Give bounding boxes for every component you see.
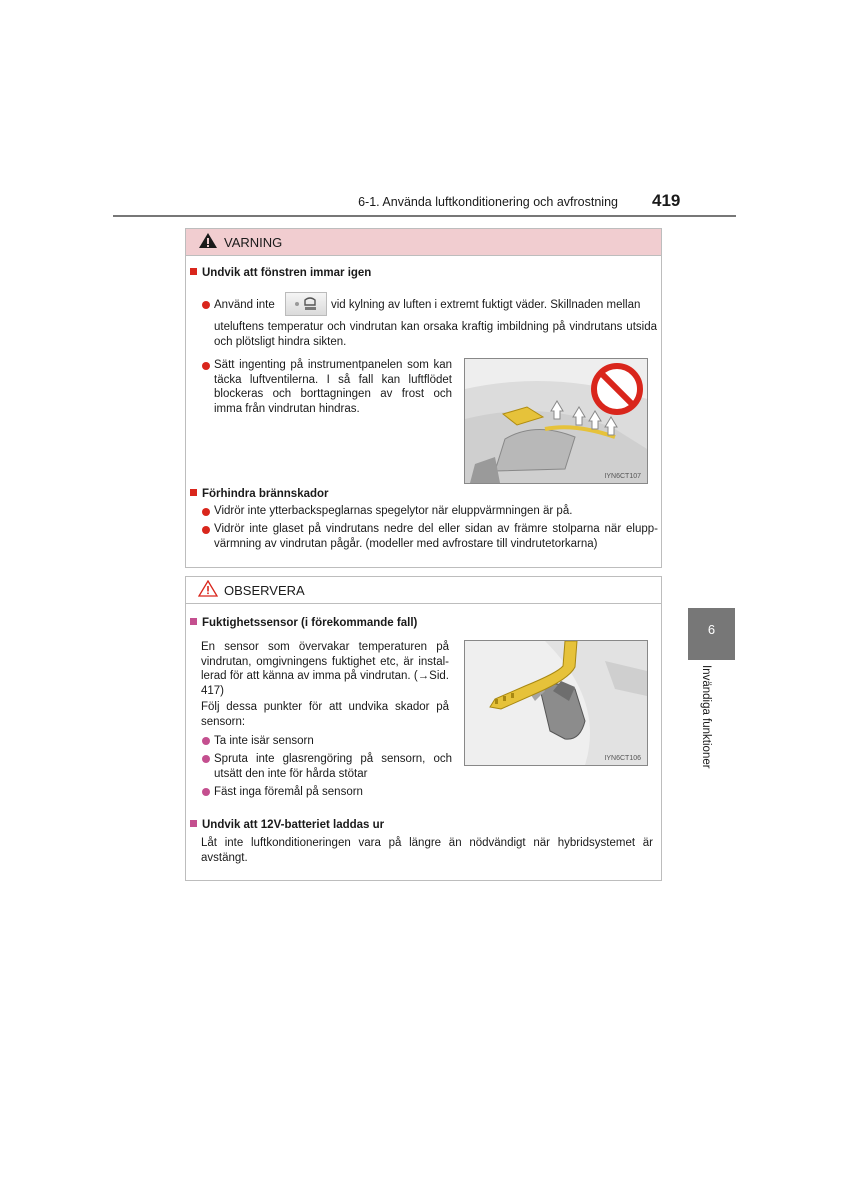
illustration-code: IYN6CT106 <box>604 755 641 762</box>
warning-band <box>186 229 661 256</box>
warning-item-1-cont: uteluftens temperatur och vindrutan kan orsaka kraftig imbildning på vindrutans utsida och plötsligt hindra sikten. <box>214 321 657 348</box>
warning-heading-1: Undvik att fönstren immar igen <box>190 266 371 281</box>
bullet-dot-icon <box>202 526 210 534</box>
page-number: 419 <box>652 191 681 210</box>
chapter-tab: 6 <box>688 608 735 660</box>
warning-item-2: Sätt ingenting på instrumentpanelen som kan täcka luftventilerna. I så fall kan luftflödet blockeras och borttagningen av frost och imma från vindrutan hindras. <box>214 359 452 415</box>
bullet-dot-icon <box>202 737 210 745</box>
warning-item-1-before: Använd inte <box>214 299 275 311</box>
square-bullet-icon <box>190 489 197 496</box>
defog-button-icon <box>285 292 327 316</box>
warning-item-4: Vidrör inte glaset på vindrutans nedre del eller sidan av främre stolparna när elupp-värmning av vindrutan pågår. (modeller med avfrostare till vindrutetorkarna) <box>214 523 658 550</box>
caution-icon <box>198 580 218 600</box>
bullet-dot-icon <box>202 788 210 796</box>
note-heading-2: Undvik att 12V-batteriet laddas ur <box>190 818 384 833</box>
humidity-sensor-illustration <box>464 640 648 766</box>
bullet-dot-icon <box>202 301 210 309</box>
header-rule <box>113 215 736 217</box>
note-label: OBSERVERA <box>224 582 305 598</box>
note-para-2: Följ dessa punkter för att undvika skador på sensorn: <box>201 701 449 728</box>
illustration-code: IYN6CT107 <box>604 473 641 480</box>
dashboard-vent-illustration <box>464 358 648 484</box>
chapter-label: Invändiga funktioner <box>700 665 712 769</box>
note-para-3: Låt inte luftkonditioneringen vara på längre än nödvändigt när hybridsystemet är avstängt. <box>201 837 653 864</box>
note-para-1: En sensor som övervakar temperaturen på vindrutan, omgivningens fuktighet etc, är instal-lerad för att känna av imma på vindrutan. (→Sid. 417) <box>201 641 449 697</box>
square-bullet-icon <box>190 820 197 827</box>
warning-icon <box>198 232 218 252</box>
note-item-2: Spruta inte glasrengöring på sensorn, och utsätt den inte för hårda stötar <box>214 753 452 780</box>
bullet-dot-icon <box>202 362 210 370</box>
bullet-dot-icon <box>202 755 210 763</box>
note-item-3: Fäst inga föremål på sensorn <box>214 786 363 798</box>
warning-label: VARNING <box>224 234 283 250</box>
note-item-1: Ta inte isär sensorn <box>214 735 314 747</box>
note-heading-1: Fuktighetssensor (i förekommande fall) <box>190 616 417 631</box>
warning-heading-2: Förhindra brännskador <box>190 487 329 502</box>
square-bullet-icon <box>190 268 197 275</box>
section-title: 6-1. Använda luftkonditionering och avfrostning <box>358 195 618 209</box>
warning-item-1-after: vid kylning av luften i extremt fuktigt väder. Skillnaden mellan <box>331 299 641 311</box>
warning-item-3: Vidrör inte ytterbackspeglarnas spegelytor när eluppvärmningen är på. <box>214 505 573 517</box>
bullet-dot-icon <box>202 508 210 516</box>
note-band <box>186 577 661 604</box>
square-bullet-icon <box>190 618 197 625</box>
